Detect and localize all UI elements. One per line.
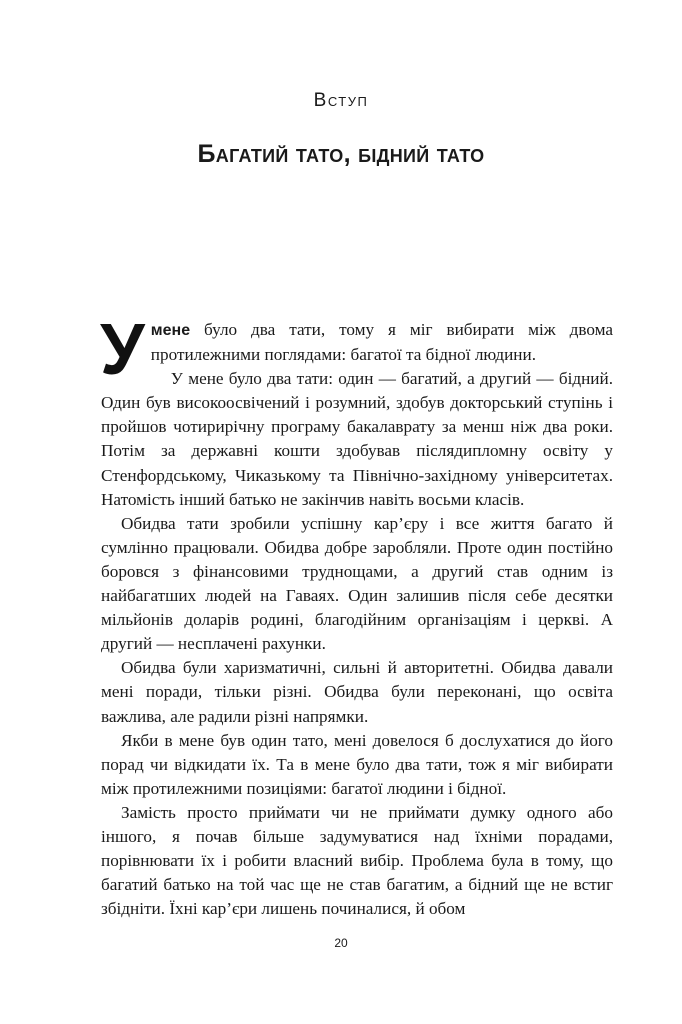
drop-cap: У — [100, 310, 145, 390]
paragraph-1-text: було два тати, тому я міг вибирати між двома протилежними поглядами: багатої та бідної людини. — [150, 320, 613, 365]
body-text — [100, 310, 613, 921]
lead-word: мене — [150, 322, 191, 339]
page-number: 20 — [334, 936, 348, 950]
paragraph-4: Обидва були харизматичні, сильні й авторитетні. Обидва давали мені поради, тільки різні. Обидва були переконані, що освіта важлива, але радили різні напрямки. — [101, 658, 613, 726]
chapter-title: Багатий тато, бідний тато — [197, 140, 485, 168]
paragraph-1 — [100, 310, 613, 390]
paragraph-2: У мене було два тати: один — багатий, а другий — бідний. Один був високоосвічений і розумний, здобув докторський ступінь і пройшов чотирирічну програму бакалаврату за менш ніж два роки. Потім за державні кошти здобував післядипломну освіту у Стенфордському, Чиказькому та Північно-західному університетах. Натомість інший батько не закінчив навіть восьми класів. — [101, 369, 613, 509]
paragraph-5: Якби в мене був один тато, мені довелося б дослухатися до його порад чи відкидати їх. Та в мене було два тати, тож я міг вибирати між протилежними позиціями: багатої людини і бідної. — [101, 730, 613, 798]
section-label: Вступ — [313, 90, 369, 111]
paragraph-3: Обидва тати зробили успішну кар’єру і все життя багато й сумлінно працювали. Обидва добре заробляли. Проте один постійно боровся з фінансовими труднощами, а другий став одним із найбагатших людей на Гаваях. Один залишив після себе десятки мільйонів доларів родині, благодійним організаціям і церкві. А другий — несплачені рахунки. — [101, 513, 613, 654]
paragraph-6: Замість просто приймати чи не приймати думку одного або іншого, я почав більше задумуватися над їхніми порадами, порівнювати їх і робити власний вибір. Проблема була в тому, що багатий батько на той час ще не став багатим, а бідний ще не встиг збідніти. Їхні кар’єри лишень починалися, й обом — [101, 802, 613, 919]
